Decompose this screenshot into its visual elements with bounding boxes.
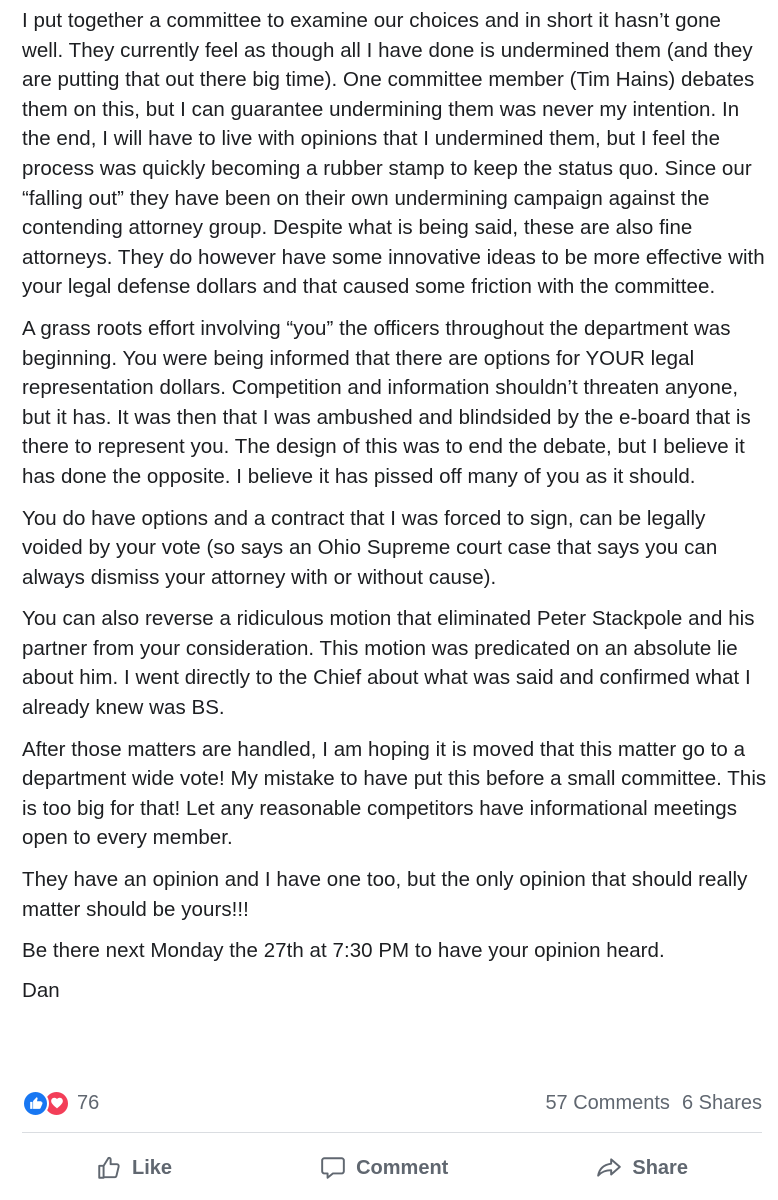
post-stats xyxy=(22,1086,762,1120)
reactions-summary[interactable] xyxy=(22,1090,99,1117)
post-paragraph: They have an opinion and I have one too, but the only opinion that should really matter should be yours!!! xyxy=(22,868,748,921)
post-actions xyxy=(22,1146,762,1190)
share-label: Share xyxy=(632,1156,688,1179)
post-paragraph: You can also reverse a ridiculous motion that eliminated Peter Stackpole and his partner from your consideration. This motion was predicated on an absolute lie about him. I went directly to the Chief about what was said and confirmed what I already knew was BS. xyxy=(22,607,755,720)
post-paragraph: A grass roots effort involving “you” the officers throughout the department was beginning. You were being informed that there are options for YOUR legal representation dollars. Competition and information shouldn’t threaten anyone, but it has. It was then that I was ambushed and blindsided by the e-board that is there to represent you. The design of this was to end the debate, but I believe it has done the opposite. I believe it has pissed off many of you as it should. xyxy=(22,316,751,488)
thumbs-up-icon xyxy=(22,1090,49,1117)
post-signature: Dan xyxy=(22,978,60,1002)
thumbs-up-outline-icon xyxy=(96,1155,122,1181)
reaction-count: 76 xyxy=(77,1091,100,1114)
post-paragraph: You do have options and a contract that I was forced to sign, can be legally voided by your vote (so says an Ohio Supreme court case that says you can always dismiss your attorney with or without cause). xyxy=(22,506,718,589)
shares-count-link[interactable]: 6 Shares xyxy=(681,1091,762,1114)
comment-button[interactable] xyxy=(320,1155,448,1181)
comments-count-link[interactable]: 57 Comments xyxy=(545,1091,670,1114)
speech-bubble-icon xyxy=(320,1155,346,1181)
share-arrow-icon xyxy=(596,1155,622,1181)
post-body xyxy=(22,6,767,1017)
engagement-counts xyxy=(545,1092,762,1115)
post-paragraph: Be there next Monday the 27th at 7:30 PM to have your opinion heard. xyxy=(22,939,665,963)
divider xyxy=(22,1132,762,1133)
like-label: Like xyxy=(132,1156,173,1179)
share-button[interactable] xyxy=(596,1155,688,1181)
like-button[interactable] xyxy=(96,1155,172,1181)
comment-label: Comment xyxy=(356,1156,449,1179)
post-paragraph: After those matters are handled, I am hoping it is moved that this matter go to a department wide vote! My mistake to have put this before a small committee. This is too big for that! Let any reasonable competitors have informational meetings open to every member. xyxy=(22,737,767,850)
post-paragraph: I put together a committee to examine our choices and in short it hasn’t gone well. They currently feel as though all I have done is undermined them (and they are putting that out there big time). One committee member (Tim Hains) debates them on this, but I can guarantee undermining them was never my intention. In the end, I will have to live with opinions that I undermined them, but I feel the process was quickly becoming a rubber stamp to keep the status quo. Since our “falling out” they have been on their own undermining campaign against the contending attorney group. Despite what is being said, these are also fine attorneys. They do however have some innovative ideas to be more effective with your legal defense dollars and that caused some friction with the committee. xyxy=(22,9,765,299)
